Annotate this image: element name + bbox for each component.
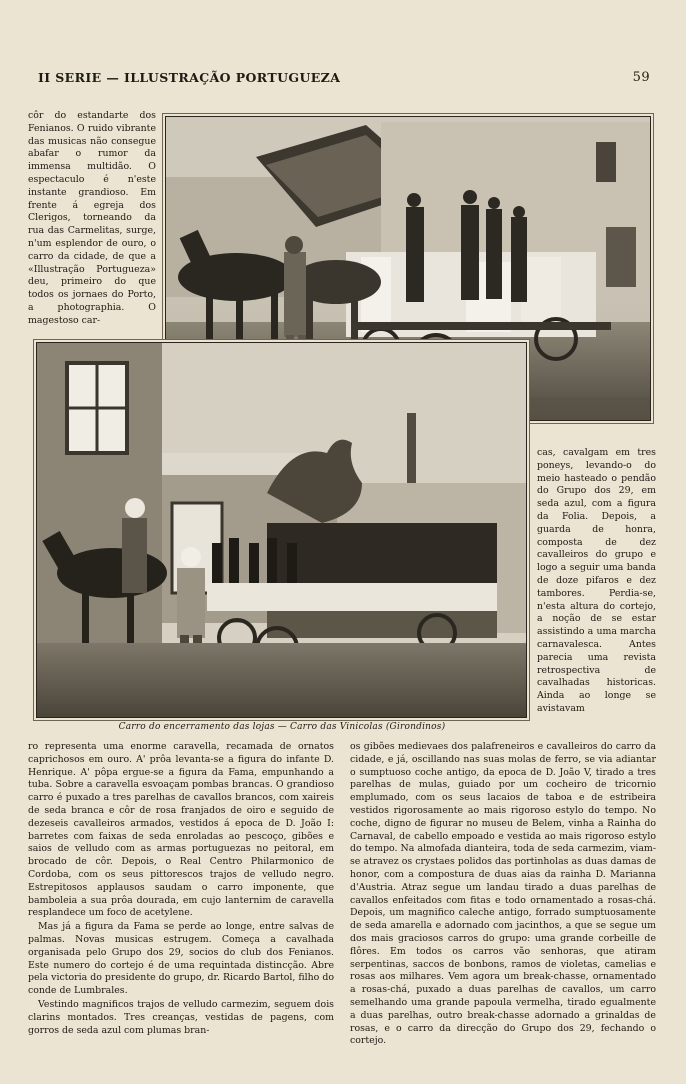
paragraph: os gibões medievaes dos palafreneiros e cavalleiros do carro da cidade, e já, oscillando nas suas molas de ferro, se via adiantar o sumptuoso coche antigo, da epoca de D. João V, tirado a tres parelhas de mulas, guiado por um cocheiro de tricornio emplumado, com os seus lacaios de taboa e de estribeira vestidos rigorosamente ao mais rigoroso estylo do tempo. No coche, digno de figurar no museu de Belem, vinha a Rainha do Carnaval, de cabello empoado e vestida ao mais rigoroso estylo do tempo. Na almofada dianteira, toda de seda carmezim, viam-se atravez os crystaes polidos das portinholas as duas damas de honor, com a compostura de duas aias da rainha D. Marianna d'Austria. Atraz segue um landau tirado a duas parelhas de cavallos enfeitados com fitas e todo ornamentado a rosas-chá. Depois, um magnifico caleche antigo, forrado sumptuosamente de seda amarella e adornado com jacinthos, a que se segue um dos mais graciosos carros do grupo: uma grande corbeille de flôres. Em todos os carros vão senhoras, que atiram serpentinas, saccos de bonbons, ramos de violetas, camelias e rosas aos milhares. Vem agora um break-chasse, ornamentado a rosas-chá, puxado a duas parelhas de cavallos, um carro semelhando uma grande papoula vermelha, tirado egualmente a duas parelhas, outro break-chasse adornado a grinaldas de rosas, e o carro da direcção do Grupo dos 29, fechando o cortejo. bbox=[350, 741, 656, 1047]
text-column-narrow-right bbox=[537, 447, 656, 737]
paragraph: cas, cavalgam em tres poneys, levando-o do meio hasteado o pendão do Grupo dos 29, em seda azul, com a figura da Folia. Depois, a guarda de honra, composta de dez cavalleiros do grupo e logo a seguir uma banda de doze pifaros e dez tambores. Perdia-se, n'esta altura do cortejo, a noção de se estar assistindo a uma marcha carnavalesca. Antes parecia uma revista retrospectiva de cavalhadas historicas. Ainda ao longe se avistavam bbox=[537, 447, 656, 714]
page-number: 59 bbox=[632, 70, 650, 85]
text-column-narrow-top bbox=[28, 110, 156, 332]
photo-carro-vinicolas bbox=[36, 342, 527, 718]
running-header bbox=[38, 70, 650, 88]
text-column-right bbox=[350, 741, 656, 1067]
text-column-left bbox=[28, 741, 334, 1067]
paragraph: Vestindo magnificos trajos de velludo carmezim, seguem dois clarins montados. Tres creanças, vestidas de pagens, com gorros de seda azul com plumas bran- bbox=[28, 998, 334, 1036]
series-title: II SERIE — ILLUSTRAÇÃO PORTUGUEZA bbox=[38, 70, 341, 85]
photo-caption: Carro do encerramento das lojas — Carro das Vinicolas (Girondinos) bbox=[118, 722, 446, 732]
paragraph: ro representa uma enorme caravella, recamada de ornatos caprichosos em ouro. A' prôa levanta-se a figura do infante D. Henrique. A' pôpa ergue-se a figura da Fama, empunhando a tuba. Sobre a caravella esvoaçam pombas brancas. O grandioso carro é puxado a tres parelhas de cavallos brancos, com xaireis de seda branca e côr de rosa franjados de oiro e seguido de dezeseis cavalleiros armados, vestidos á epoca de D. João I: barretes com faixas de seda enroladas ao pescoço, gibões e saios de velludo com as armas portuguezas no peitoral, em brocado de côr. Depois, o Real Centro Philarmonico de Cordoba, com os seus pittorescos trajos de velludo negro. Estrepitosos applausos saudam o carro imponente, que bamboleia a sua prôa dourada, em cujo lanternim de caravella resplandece um foco de acetylene. bbox=[28, 741, 334, 919]
paragraph: Mas já a figura da Fama se perde ao longe, entre salvas de palmas. Novas musicas estrugem. Começa a cavalhada organisada pelo Grupo dos 29, socios do club dos Fenianos. Este numero do cortejo é de uma requintada distincção. Abre pela victoria do presidente do grupo, dr. Ricardo Bartol, filho do conde de Lumbrales. bbox=[28, 921, 334, 997]
paragraph: côr do estandarte dos Fenianos. O ruido vibrante das musicas não consegue abafar o rumor da immensa multidão. O espectaculo é n'este instante grandioso. Em frente á egreja dos Clerigos, torneando da rua das Carmelitas, surge, n'um esplendor de ouro, o carro da cidade, de que a «Illustração Portugueza» deu, primeiro do que todos os jornaes do Porto, a photographia. O magestoso car- bbox=[28, 110, 156, 326]
